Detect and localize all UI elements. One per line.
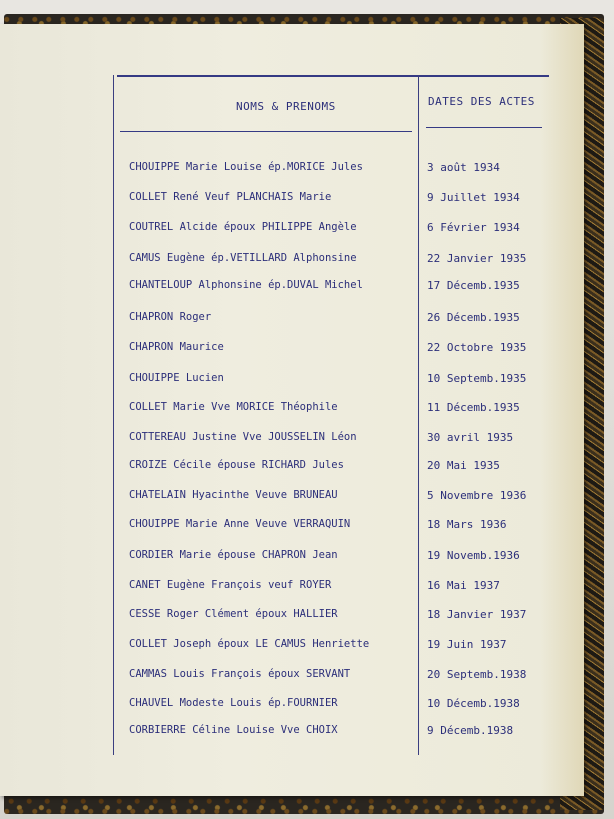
entry-date: 20 Mai 1935 xyxy=(427,459,500,472)
entry-date: 5 Novembre 1936 xyxy=(427,489,527,502)
register-entry xyxy=(0,518,584,538)
entry-name: CESSE Roger Clément époux HALLIER xyxy=(129,608,338,620)
register-entry xyxy=(0,341,584,361)
entry-name: CROIZE Cécile épouse RICHARD Jules xyxy=(129,459,344,471)
entry-name: CHANTELOUP Alphonsine ép.DUVAL Michel xyxy=(129,279,363,291)
entry-date: 30 avril 1935 xyxy=(427,431,514,444)
register-entry xyxy=(0,372,584,392)
entry-name: CHOUIPPE Lucien xyxy=(129,372,224,384)
register-entry xyxy=(0,579,584,599)
entry-date: 11 Décemb.1935 xyxy=(427,401,520,414)
entry-date: 19 Novemb.1936 xyxy=(427,549,520,562)
entry-name: CAMUS Eugène ép.VETILLARD Alphonsine xyxy=(129,252,357,264)
entry-date: 20 Septemb.1938 xyxy=(427,668,527,681)
entry-date: 16 Mai 1937 xyxy=(427,579,500,592)
register-entry xyxy=(0,431,584,451)
entry-date: 19 Juin 1937 xyxy=(427,638,507,651)
entry-date: 9 Décemb.1938 xyxy=(427,724,514,737)
register-entry xyxy=(0,724,584,744)
entry-name: CHATELAIN Hyacinthe Veuve BRUNEAU xyxy=(129,489,338,501)
entry-name: CHAPRON Maurice xyxy=(129,341,224,353)
dates-header-underline xyxy=(426,127,542,128)
names-header-underline xyxy=(120,131,412,132)
dates-column-header: DATES DES ACTES xyxy=(428,95,535,108)
register-entry xyxy=(0,549,584,569)
entry-name: COTTEREAU Justine Vve JOUSSELIN Léon xyxy=(129,431,357,443)
table-top-rule xyxy=(117,75,549,77)
entry-name: CHOUIPPE Marie Anne Veuve VERRAQUIN xyxy=(129,518,351,530)
register-entry xyxy=(0,161,584,181)
register-entry xyxy=(0,279,584,299)
entry-name: CORBIERRE Céline Louise Vve CHOIX xyxy=(129,724,338,736)
register-entry xyxy=(0,221,584,241)
entry-name: CHOUIPPE Marie Louise ép.MORICE Jules xyxy=(129,161,363,173)
register-entry xyxy=(0,608,584,628)
register-entry xyxy=(0,252,584,272)
entry-date: 6 Février 1934 xyxy=(427,221,520,234)
entry-date: 18 Janvier 1937 xyxy=(427,608,527,621)
entry-date: 18 Mars 1936 xyxy=(427,518,507,531)
entry-name: COLLET Joseph époux LE CAMUS Henriette xyxy=(129,638,370,650)
entry-name: CORDIER Marie épouse CHAPRON Jean xyxy=(129,549,338,561)
register-entry xyxy=(0,459,584,479)
entry-date: 10 Décemb.1938 xyxy=(427,697,520,710)
entry-name: COUTREL Alcide époux PHILIPPE Angèle xyxy=(129,221,357,233)
entry-date: 22 Octobre 1935 xyxy=(427,341,527,354)
entry-date: 9 Juillet 1934 xyxy=(427,191,520,204)
register-entry xyxy=(0,638,584,658)
names-column-header: NOMS & PRENOMS xyxy=(236,100,336,113)
register-entry xyxy=(0,668,584,688)
entry-name: CHAUVEL Modeste Louis ép.FOURNIER xyxy=(129,697,338,709)
entry-name: CAMMAS Louis François époux SERVANT xyxy=(129,668,351,680)
register-entry xyxy=(0,311,584,331)
entry-name: CHAPRON Roger xyxy=(129,311,212,323)
entry-date: 17 Décemb.1935 xyxy=(427,279,520,292)
entry-date: 26 Décemb.1935 xyxy=(427,311,520,324)
entry-name: COLLET René Veuf PLANCHAIS Marie xyxy=(129,191,332,203)
entry-name: COLLET Marie Vve MORICE Théophile xyxy=(129,401,338,413)
register-entry xyxy=(0,401,584,421)
entry-date: 10 Septemb.1935 xyxy=(427,372,527,385)
register-entry xyxy=(0,697,584,717)
entry-name: CANET Eugène François veuf ROYER xyxy=(129,579,332,591)
entry-date: 22 Janvier 1935 xyxy=(427,252,527,265)
register-entry xyxy=(0,191,584,211)
entry-date: 3 août 1934 xyxy=(427,161,500,174)
register-entry xyxy=(0,489,584,509)
